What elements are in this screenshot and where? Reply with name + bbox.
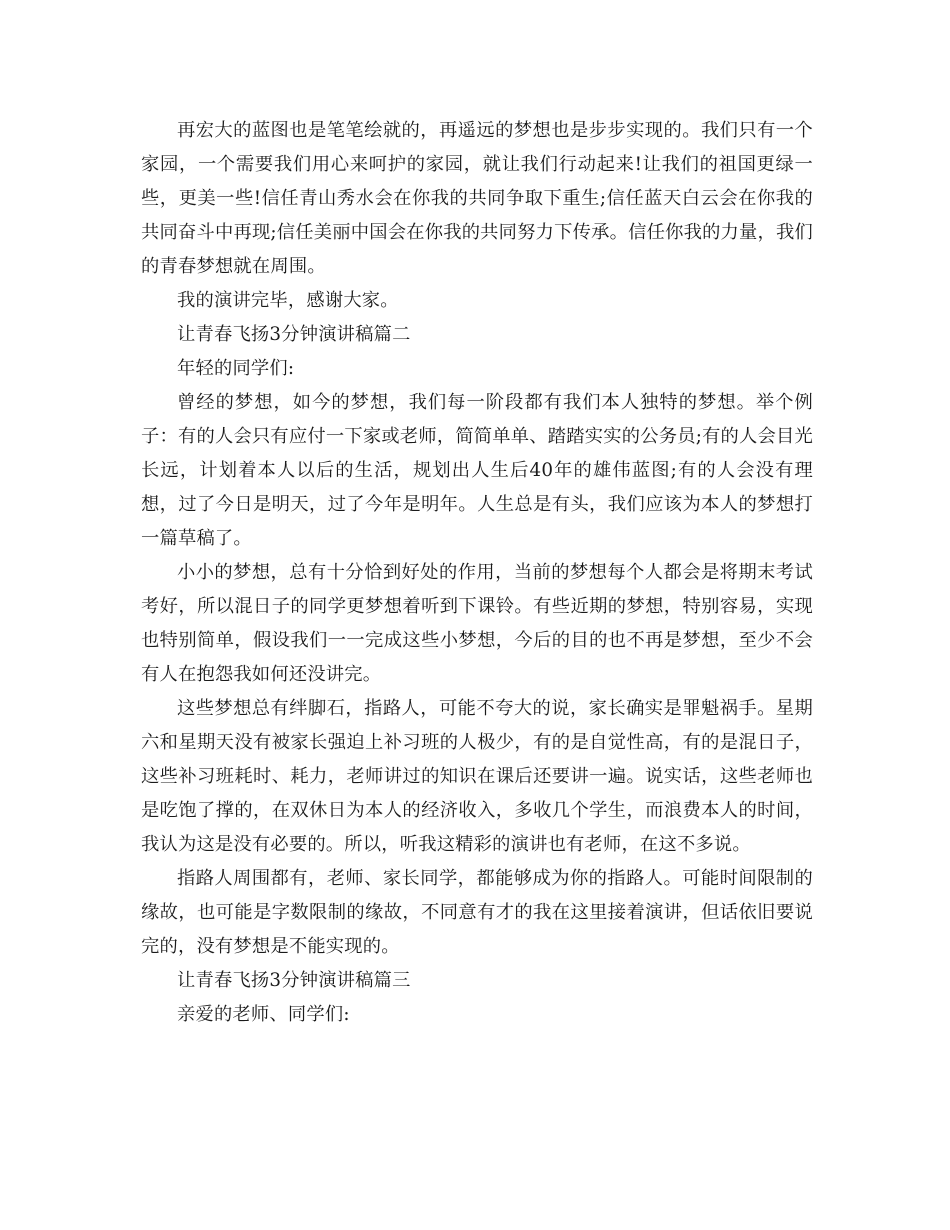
paragraph-closing-vision: 再宏大的蓝图也是笔笔绘就的，再遥远的梦想也是步步实现的。我们只有一个家园，一个需要我们用心来呵护的家园，就让我们行动起来!让我们的祖国更绿一些，更美一些!信任青山秀水会在你我的共同争取下重生;信任蓝天白云会在你我的共同奋斗中再现;信任美丽中国会在你我的共同努力下传承。信任你我的力量，我们的青春梦想就在周围。 [141, 120, 813, 277]
paragraph-small-dreams: 小小的梦想，总有十分恰到好处的作用，当前的梦想每个人都会是将期末考试考好，所以混日子的同学更梦想着听到下课铃。有些近期的梦想，特别容易，实现也特别简单，假设我们一一完成这些小梦想，今后的目的也不再是梦想，至少不会有人在抱怨我如何还没讲完。 [141, 562, 813, 685]
paragraph-obstacles: 这些梦想总有绊脚石，指路人，可能不夸大的说，家长确实是罪魁祸手。星期六和星期天没有被家长强迫上补习班的人极少，有的是自觉性高，有的是混日子，这些补习班耗时、耗力，老师讲过的知识在课后还要讲一遍。说实话，这些老师也是吃饱了撑的，在双休日为本人的经济收入，多收几个学生，而浪费本人的时间，我认为这是没有必要的。所以，听我这精彩的演讲也有老师，在这不多说。 [141, 698, 813, 855]
paragraph-guides: 指路人周围都有，老师、家长同学，都能够成为你的指路人。可能时间限制的缘故，也可能是字数限制的缘故，不同意有才的我在这里接着演讲，但话依旧要说完的，没有梦想是不能实现的。 [141, 868, 813, 957]
document-body [141, 114, 813, 1032]
salutation-students: 年轻的同学们: [177, 358, 295, 379]
section-heading-part-three: 让青春飞扬3分钟演讲稿篇三 [177, 970, 411, 991]
section-heading-part-two: 让青春飞扬3分钟演讲稿篇二 [177, 324, 411, 345]
salutation-teachers-students: 亲爱的老师、同学们: [177, 1004, 350, 1025]
paragraph-speech-end: 我的演讲完毕，感谢大家。 [177, 290, 399, 311]
paragraph-dreams: 曾经的梦想，如今的梦想，我们每一阶段都有我们本人独特的梦想。举个例子：有的人会只有应付一下家或老师，简简单单、踏踏实实的公务员;有的人会目光长远，计划着本人以后的生活，规划出人生后40年的雄伟蓝图;有的人会没有理想，过了今日是明天，过了今年是明年。人生总是有头，我们应该为本人的梦想打一篇草稿了。 [141, 392, 813, 549]
